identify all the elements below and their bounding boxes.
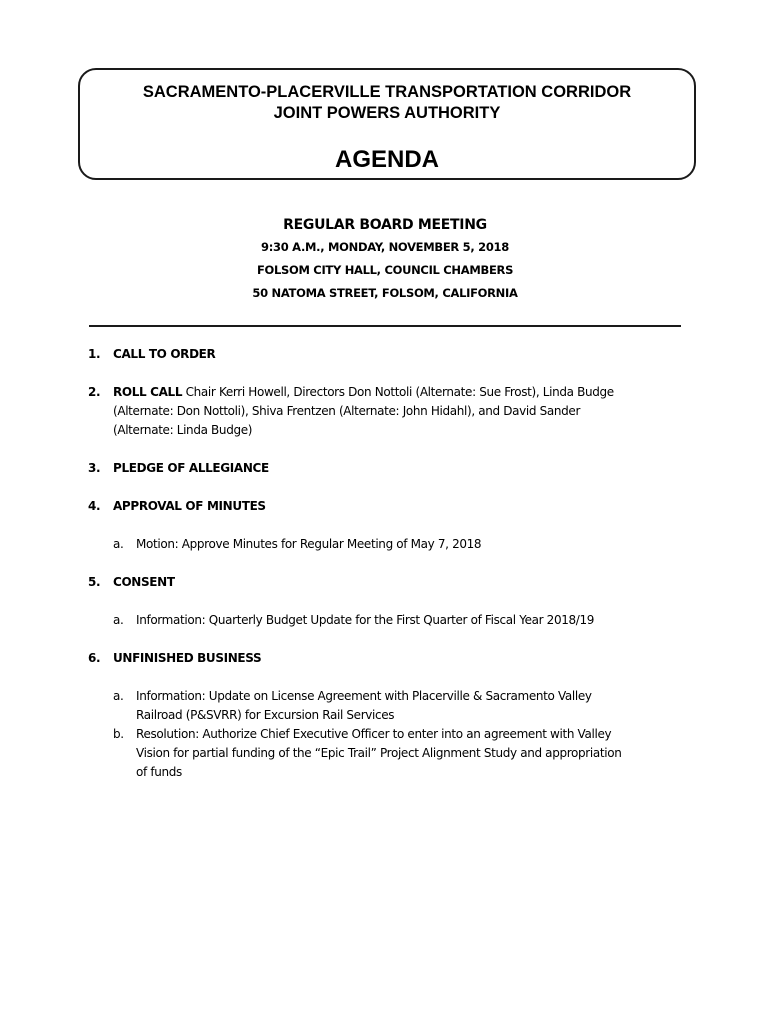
- item-number: 2.: [88, 385, 101, 399]
- agenda-item-call-to-order: [88, 345, 688, 364]
- meeting-header: [0, 214, 770, 305]
- agenda-item-unfinished-business: [88, 649, 688, 782]
- sub-item: [113, 687, 688, 725]
- roll-call-body-line-2: (Alternate: Don Nottoli), Shiva Frentzen (Alternate: John Hidahl), and David Sander: [113, 404, 581, 418]
- sub-item-letter: b.: [113, 727, 124, 741]
- sub-item-letter: a.: [113, 689, 124, 703]
- agenda-item-consent: [88, 573, 688, 630]
- organization-name-line-1: SACRAMENTO-PLACERVILLE TRANSPORTATION CORRIDOR: [142, 83, 632, 101]
- meeting-address: 50 NATOMA STREET, FOLSOM, CALIFORNIA: [252, 286, 518, 300]
- agenda-item-roll-call: [88, 383, 688, 440]
- item-title: CONSENT: [113, 575, 175, 589]
- item-title: APPROVAL OF MINUTES: [113, 499, 266, 513]
- item-title: CALL TO ORDER: [113, 347, 216, 361]
- sub-item-text-line-2: Railroad (P&SVRR) for Excursion Rail Services: [136, 708, 395, 722]
- sub-item: [113, 725, 688, 782]
- meeting-datetime: 9:30 A.M., MONDAY, NOVEMBER 5, 2018: [261, 240, 509, 254]
- sub-item-letter: a.: [113, 613, 124, 627]
- sub-item-text: Information: Quarterly Budget Update for the First Quarter of Fiscal Year 2018/19: [136, 613, 595, 627]
- agenda-list: [88, 345, 688, 782]
- sub-item: [113, 535, 688, 554]
- agenda-item-approval-of-minutes: [88, 497, 688, 554]
- item-title: ROLL CALL: [113, 385, 183, 399]
- meeting-location: FOLSOM CITY HALL, COUNCIL CHAMBERS: [256, 263, 514, 277]
- meeting-type: REGULAR BOARD MEETING: [283, 217, 487, 233]
- sub-item-letter: a.: [113, 537, 124, 551]
- header-divider: [89, 325, 681, 327]
- sub-item-text-line-2: Vision for partial funding of the “Epic Trail” Project Alignment Study and appropriation: [136, 746, 622, 760]
- agenda-title: AGENDA: [334, 146, 439, 173]
- item-number: 6.: [88, 651, 101, 665]
- agenda-item-pledge: [88, 459, 688, 478]
- item-number: 1.: [88, 347, 101, 361]
- sub-item-text: Motion: Approve Minutes for Regular Meeting of May 7, 2018: [136, 537, 482, 551]
- item-title: PLEDGE OF ALLEGIANCE: [113, 461, 269, 475]
- item-number: 3.: [88, 461, 101, 475]
- sub-item-text-line-1: Resolution: Authorize Chief Executive Officer to enter into an agreement with Valley: [136, 727, 612, 741]
- item-number: 5.: [88, 575, 101, 589]
- item-title: UNFINISHED BUSINESS: [113, 651, 262, 665]
- sub-item-text-line-3: of funds: [136, 765, 182, 779]
- roll-call-body-line-3: (Alternate: Linda Budge): [113, 423, 253, 437]
- sub-item: [113, 611, 688, 630]
- organization-name-line-2: JOINT POWERS AUTHORITY: [273, 104, 501, 122]
- sub-list: [113, 611, 688, 630]
- sub-item-text-line-1: Information: Update on License Agreement with Placerville & Sacramento Valley: [136, 689, 592, 703]
- title-box: [78, 68, 696, 180]
- roll-call-body-line-1: Chair Kerri Howell, Directors Don Nottoli (Alternate: Sue Frost), Linda Budge: [182, 385, 614, 399]
- sub-list: [113, 687, 688, 782]
- item-number: 4.: [88, 499, 101, 513]
- sub-list: [113, 535, 688, 554]
